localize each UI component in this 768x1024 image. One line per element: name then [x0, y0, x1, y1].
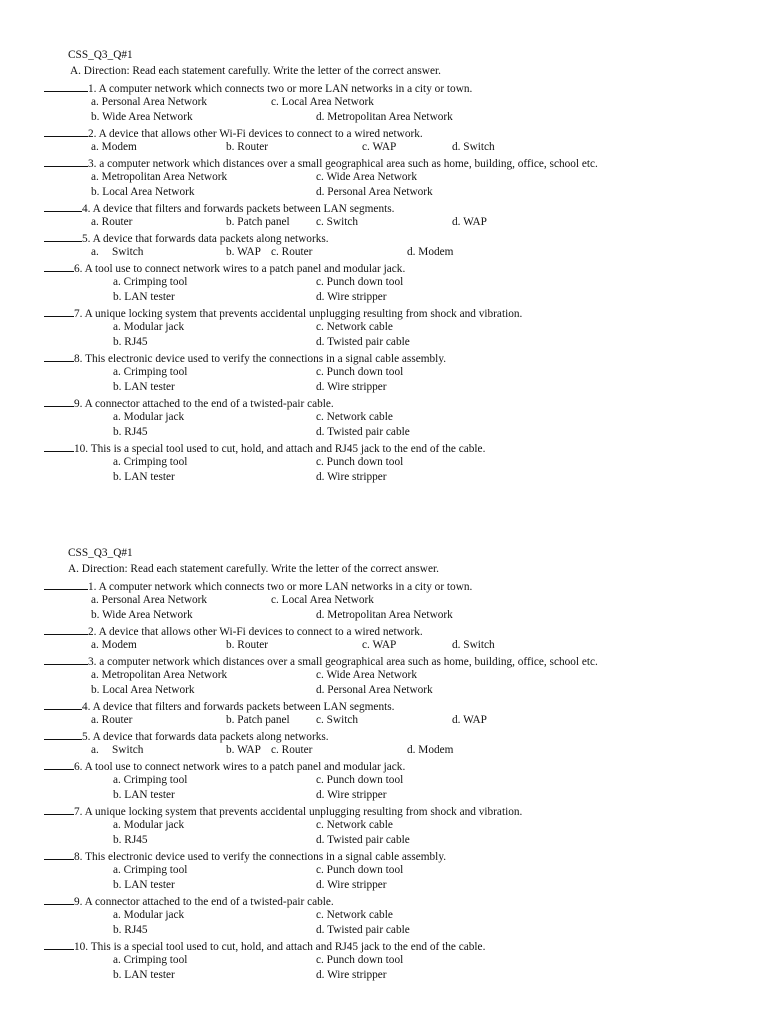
answer-blank[interactable]	[44, 940, 74, 950]
option: d. Modem	[407, 246, 454, 258]
question-1	[44, 82, 472, 95]
option: b. LAN tester	[113, 789, 175, 801]
question-stem: 6. A tool use to connect network wires to a patch panel and modular jack.	[74, 761, 406, 773]
option: b. WAP	[226, 246, 261, 258]
option: d. Personal Area Network	[316, 186, 433, 198]
question-4	[44, 202, 394, 215]
option: b. Patch panel	[226, 714, 290, 726]
option: a. Modular jack	[113, 909, 185, 921]
answer-blank[interactable]	[44, 397, 74, 407]
option: b. Local Area Network	[91, 684, 195, 696]
option: d. Switch	[452, 141, 495, 153]
option: d. Wire stripper	[316, 789, 387, 801]
quiz-copy-1	[0, 0, 768, 483]
option: c. WAP	[362, 141, 397, 153]
question-1	[44, 580, 472, 593]
option: c. Local Area Network	[271, 96, 374, 108]
option: a. Crimping tool	[113, 954, 188, 966]
question-stem: 7. A unique locking system that prevents accidental unplugging resulting from shock and vibration.	[74, 806, 523, 818]
option: d. Metropolitan Area Network	[316, 609, 453, 621]
answer-blank[interactable]	[44, 352, 74, 362]
option: b. LAN tester	[113, 291, 175, 303]
option: a. Crimping tool	[113, 456, 188, 468]
option: d. Switch	[452, 639, 495, 651]
question-10	[44, 442, 485, 455]
option: d. Twisted pair cable	[316, 426, 410, 438]
question-stem: 1. A computer network which connects two or more LAN networks in a city or town.	[88, 83, 473, 95]
option: b. WAP	[226, 744, 261, 756]
option: c. Punch down tool	[316, 366, 404, 378]
option: b. LAN tester	[113, 969, 175, 981]
option: c. Network cable	[316, 819, 393, 831]
option: d. Twisted pair cable	[316, 336, 410, 348]
answer-blank[interactable]	[44, 760, 74, 770]
option: Switch	[112, 744, 144, 756]
option: d. Personal Area Network	[316, 684, 433, 696]
option: d. Wire stripper	[316, 879, 387, 891]
option: a. Modular jack	[113, 411, 185, 423]
option: b. Wide Area Network	[91, 111, 193, 123]
option: c. Local Area Network	[271, 594, 374, 606]
question-4	[44, 700, 394, 713]
question-8	[44, 850, 446, 863]
option: b. Wide Area Network	[91, 609, 193, 621]
option: b. Patch panel	[226, 216, 290, 228]
option: c. Punch down tool	[316, 456, 404, 468]
question-7	[44, 307, 522, 320]
option: a. Router	[91, 714, 133, 726]
option: a.	[91, 744, 99, 756]
option: c. Wide Area Network	[316, 171, 417, 183]
question-5	[44, 730, 329, 743]
option: d. Wire stripper	[316, 471, 387, 483]
option: a. Crimping tool	[113, 366, 188, 378]
option: a. Modular jack	[113, 321, 185, 333]
option: a. Crimping tool	[113, 276, 188, 288]
option: a. Router	[91, 216, 133, 228]
question-3	[44, 655, 598, 668]
option: a. Crimping tool	[113, 774, 188, 786]
option: d. Wire stripper	[316, 291, 387, 303]
option: c. Network cable	[316, 909, 393, 921]
option: b. RJ45	[113, 426, 148, 438]
option: b. Router	[226, 639, 269, 651]
question-stem: 8. This electronic device used to verify the connections in a signal cable assembly.	[74, 851, 447, 863]
option: c. Router	[271, 744, 313, 756]
option: a. Crimping tool	[113, 864, 188, 876]
option: c. Punch down tool	[316, 774, 404, 786]
option: b. LAN tester	[113, 381, 175, 393]
question-stem: 3. a computer network which distances over a small geographical area such as home, building, office, school etc.	[88, 656, 598, 668]
answer-blank[interactable]	[44, 232, 82, 242]
option: a.	[91, 246, 99, 258]
option: a. Personal Area Network	[91, 96, 208, 108]
question-6	[44, 760, 405, 773]
question-9	[44, 397, 334, 410]
answer-blank[interactable]	[44, 202, 82, 212]
option: d. WAP	[452, 714, 487, 726]
answer-blank[interactable]	[44, 307, 74, 317]
answer-blank[interactable]	[44, 442, 74, 452]
quiz-code: CSS_Q3_Q#1	[68, 49, 133, 61]
option: c. WAP	[362, 639, 397, 651]
question-stem: 10. This is a special tool used to cut, hold, and attach and RJ45 jack to the end of the cable.	[74, 443, 486, 455]
option: d. Metropolitan Area Network	[316, 111, 453, 123]
option: a. Metropolitan Area Network	[91, 171, 228, 183]
option: a. Metropolitan Area Network	[91, 669, 228, 681]
question-stem: 8. This electronic device used to verify the connections in a signal cable assembly.	[74, 353, 447, 365]
quiz-direction: A. Direction: Read each statement carefully. Write the letter of the correct answer.	[70, 65, 441, 77]
option: c. Switch	[316, 714, 359, 726]
option: d. Twisted pair cable	[316, 924, 410, 936]
option: c. Network cable	[316, 321, 393, 333]
quiz-direction: A. Direction: Read each statement carefully. Write the letter of the correct answer.	[68, 563, 439, 575]
question-3	[44, 157, 598, 170]
answer-blank[interactable]	[44, 700, 82, 710]
option: d. Twisted pair cable	[316, 834, 410, 846]
answer-blank[interactable]	[44, 580, 88, 590]
option: c. Wide Area Network	[316, 669, 417, 681]
option: b. LAN tester	[113, 471, 175, 483]
answer-blank[interactable]	[44, 805, 74, 815]
question-7	[44, 805, 522, 818]
question-stem: 1. A computer network which connects two or more LAN networks in a city or town.	[88, 581, 473, 593]
option: b. RJ45	[113, 336, 148, 348]
option: c. Router	[271, 246, 313, 258]
question-stem: 2. A device that allows other Wi-Fi devices to connect to a wired network.	[88, 128, 423, 140]
question-stem: 4. A device that filters and forwards packets between LAN segments.	[82, 203, 395, 215]
option: b. Local Area Network	[91, 186, 195, 198]
question-stem: 4. A device that filters and forwards packets between LAN segments.	[82, 701, 395, 713]
option: a. Personal Area Network	[91, 594, 208, 606]
quiz-copy-2	[0, 498, 768, 981]
option: d. Modem	[407, 744, 454, 756]
option: d. Wire stripper	[316, 381, 387, 393]
option: d. Wire stripper	[316, 969, 387, 981]
question-stem: 9. A connector attached to the end of a twisted-pair cable.	[74, 398, 334, 410]
answer-blank[interactable]	[44, 157, 88, 167]
question-stem: 9. A connector attached to the end of a twisted-pair cable.	[74, 896, 334, 908]
option: Switch	[112, 246, 144, 258]
answer-blank[interactable]	[44, 262, 74, 272]
option: c. Switch	[316, 216, 359, 228]
question-stem: 3. a computer network which distances over a small geographical area such as home, building, office, school etc.	[88, 158, 598, 170]
option: a. Modular jack	[113, 819, 185, 831]
answer-blank[interactable]	[44, 895, 74, 905]
question-stem: 10. This is a special tool used to cut, hold, and attach and RJ45 jack to the end of the cable.	[74, 941, 486, 953]
option: c. Punch down tool	[316, 864, 404, 876]
answer-blank[interactable]	[44, 655, 88, 665]
quiz-code: CSS_Q3_Q#1	[68, 547, 133, 559]
question-stem: 5. A device that forwards data packets along networks.	[82, 731, 329, 743]
option: a. Modem	[91, 141, 137, 153]
question-stem: 5. A device that forwards data packets along networks.	[82, 233, 329, 245]
option: b. RJ45	[113, 924, 148, 936]
option: d. WAP	[452, 216, 487, 228]
answer-blank[interactable]	[44, 127, 88, 137]
option: c. Punch down tool	[316, 954, 404, 966]
question-2	[44, 625, 423, 638]
option: c. Punch down tool	[316, 276, 404, 288]
answer-blank[interactable]	[44, 850, 74, 860]
question-8	[44, 352, 446, 365]
question-stem: 6. A tool use to connect network wires to a patch panel and modular jack.	[74, 263, 406, 275]
question-stem: 2. A device that allows other Wi-Fi devices to connect to a wired network.	[88, 626, 423, 638]
question-2	[44, 127, 423, 140]
option: b. LAN tester	[113, 879, 175, 891]
question-stem: 7. A unique locking system that prevents accidental unplugging resulting from shock and vibration.	[74, 308, 523, 320]
answer-blank[interactable]	[44, 625, 88, 635]
answer-blank[interactable]	[44, 730, 82, 740]
question-5	[44, 232, 329, 245]
answer-blank[interactable]	[44, 82, 88, 92]
option: b. Router	[226, 141, 269, 153]
question-9	[44, 895, 334, 908]
option: c. Network cable	[316, 411, 393, 423]
option: a. Modem	[91, 639, 137, 651]
option: b. RJ45	[113, 834, 148, 846]
question-6	[44, 262, 405, 275]
question-10	[44, 940, 485, 953]
